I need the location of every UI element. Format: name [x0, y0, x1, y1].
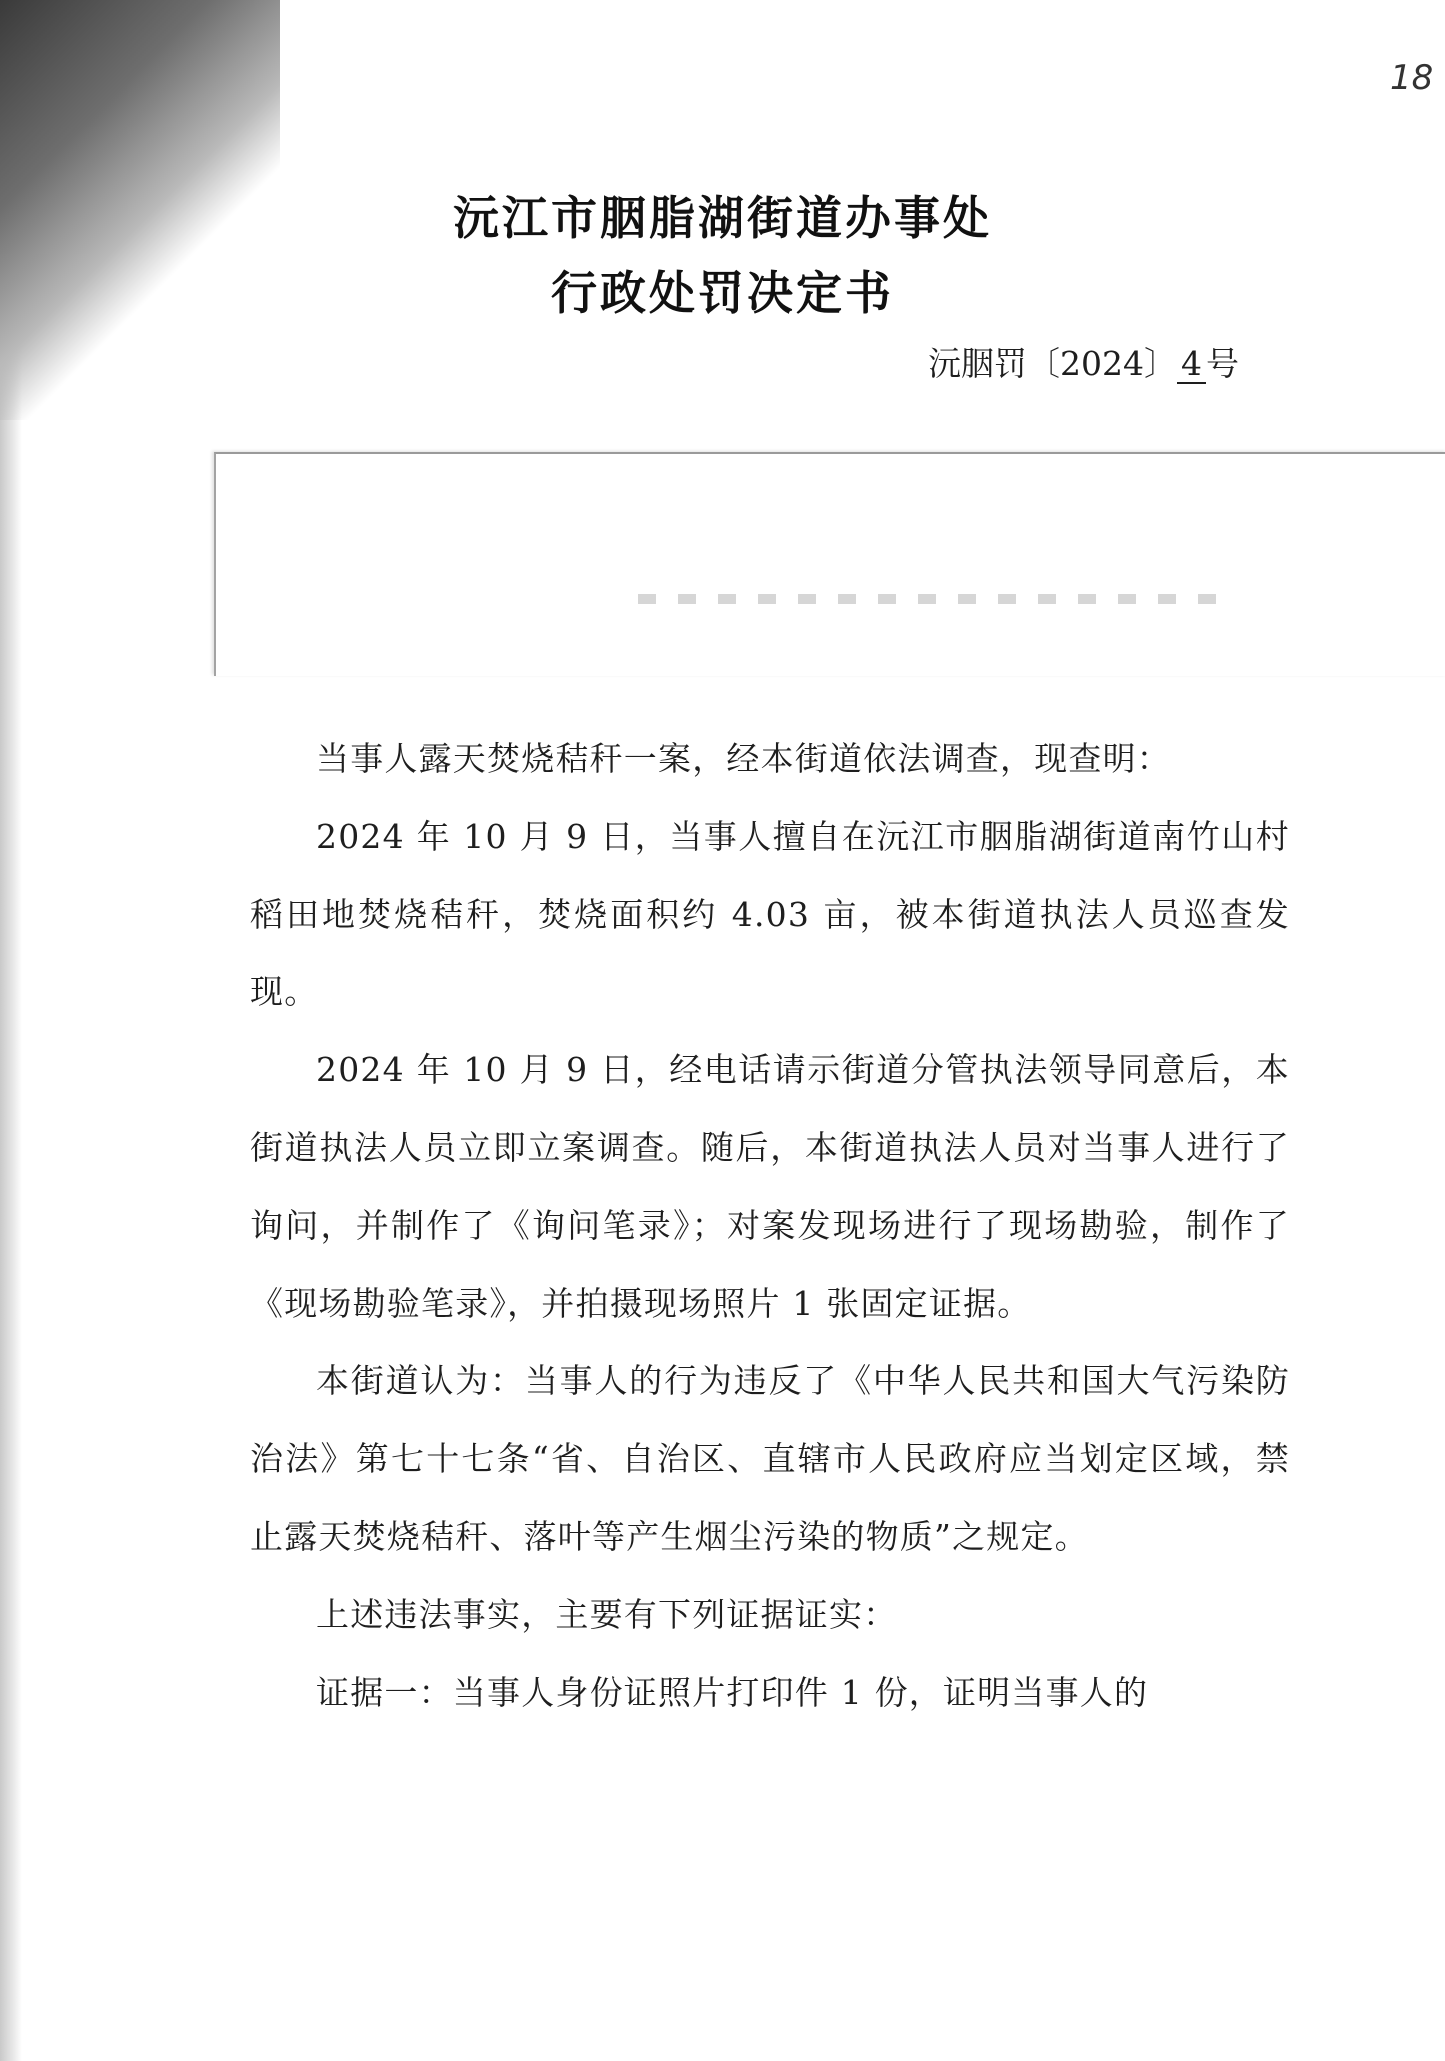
document-type-title: 行政处罚决定书 [551, 266, 894, 320]
document-number-prefix: 沅胭罚〔2024〕 [928, 344, 1177, 383]
document-number [928, 338, 1239, 385]
paragraph-evidence-1: 证据一：当事人身份证照片打印件 1 份，证明当事人的 [316, 1672, 1149, 1712]
paragraph-facts: 2024 年 10 月 9 日，当事人擅自在沅江市胭脂湖街道南竹山村稻田地焚烧秸秆，焚烧面积约 4.03 亩，被本街道执法人员巡查发现。 [250, 816, 1290, 1012]
page-number: 18 [1390, 58, 1434, 98]
paragraph-evidence-intro: 上述违法事实，主要有下列证据证实： [316, 1594, 898, 1634]
document-number-sequence: 4 [1177, 347, 1206, 384]
paragraph-investigation: 2024 年 10 月 9 日，经电话请示街道分管执法领导同意后，本街道执法人员立即立案调查。随后，本街道执法人员对当事人进行了询问，并制作了《询问笔录》；对案发现场进行了现场勘验，制作了《现场勘验笔录》，并拍摄现场照片 1 张固定证据。 [250, 1050, 1290, 1323]
paragraph-legal-basis: 本街道认为：当事人的行为违反了《中华人民共和国大气污染防治法》第七十七条“省、自治区、直辖市人民政府应当划定区域，禁止露天焚烧秸秆、落叶等产生烟尘污染的物质”之规定。 [250, 1361, 1290, 1556]
paragraph-case-summary: 当事人露天焚烧秸秆一案，经本街道依法调查，现查明： [316, 739, 1171, 778]
document-number-suffix: 号 [1205, 344, 1239, 383]
redaction-residue-marks [638, 594, 1228, 604]
decision-body [250, 720, 1290, 1731]
issuing-authority-title: 沅江市胭脂湖街道办事处 [453, 191, 992, 245]
redaction-patch [214, 452, 1445, 676]
